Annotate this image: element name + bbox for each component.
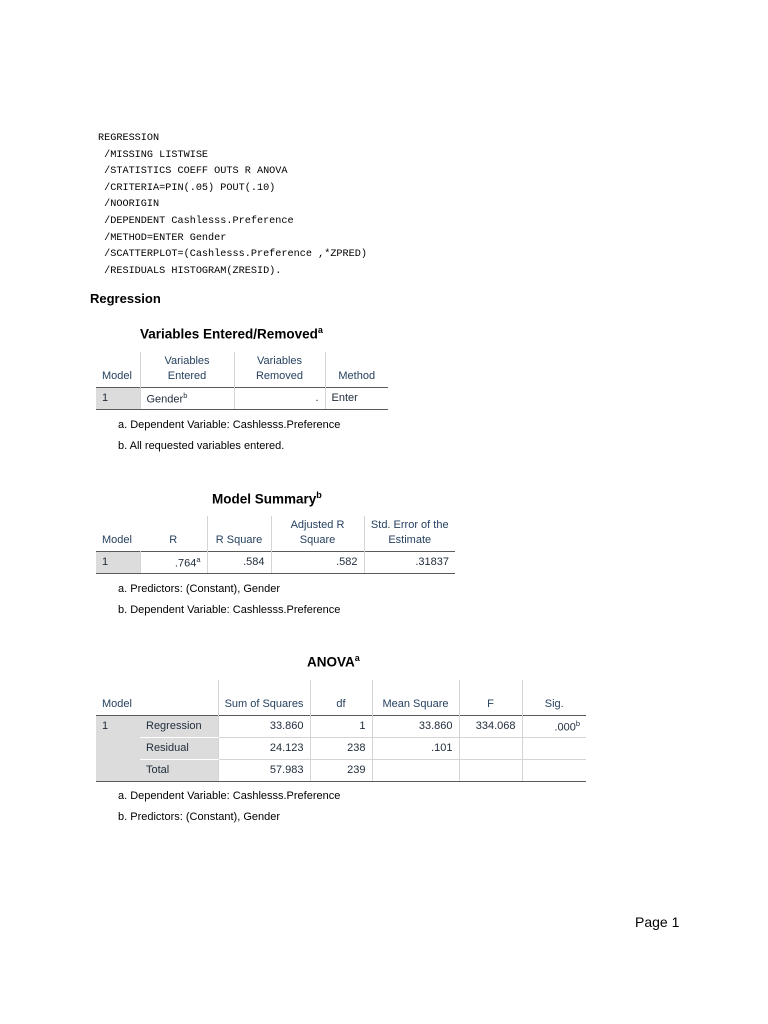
cell-mean-square: .101 <box>372 737 459 759</box>
col-header-df: df <box>310 680 372 715</box>
col-header-sig: Sig. <box>522 680 586 715</box>
cell-df: 1 <box>310 715 372 737</box>
cell-sig <box>522 715 586 737</box>
col-header-entered: Variables Entered <box>140 352 234 387</box>
variables-entered-table <box>96 352 388 410</box>
col-header-model: Model <box>102 697 132 710</box>
col-header-method: Method <box>325 352 388 387</box>
cell-entered-text: Gender <box>146 393 184 406</box>
table-row <box>96 759 586 781</box>
footnote: a. Dependent Variable: Cashlesss.Preference <box>118 419 341 431</box>
cell-sum-of-squares: 33.860 <box>218 715 310 737</box>
model-summary-title-sup: b <box>316 490 322 500</box>
cell-r-sup: a <box>196 554 201 564</box>
footnote: b. All requested variables entered. <box>118 440 285 452</box>
section-heading: Regression <box>90 291 161 306</box>
table-row <box>96 737 586 759</box>
syntax-line: /MISSING LISTWISE <box>98 149 209 161</box>
cell-f: 334.068 <box>459 715 522 737</box>
syntax-line: /DEPENDENT Cashlesss.Preference <box>98 215 294 227</box>
variables-table-title <box>140 325 323 342</box>
row-label: Total <box>140 759 218 781</box>
model-summary-title-text: Model Summary <box>212 491 317 507</box>
table-row <box>96 387 388 409</box>
model-summary-table <box>96 516 455 574</box>
cell-mean-square <box>372 759 459 781</box>
anova-table <box>96 680 586 782</box>
col-header-f: F <box>459 680 522 715</box>
cell-mean-square: 33.860 <box>372 715 459 737</box>
footnote: b. Predictors: (Constant), Gender <box>118 811 281 823</box>
row-label: Residual <box>140 737 218 759</box>
footnote: a. Predictors: (Constant), Gender <box>118 583 281 595</box>
variables-title-text: Variables Entered/Removed <box>140 326 318 342</box>
cell-r-square: .584 <box>207 551 271 573</box>
cell-sig-text: .000 <box>554 721 576 734</box>
col-header-mean-square: Mean Square <box>372 680 459 715</box>
cell-entered-sup: b <box>183 390 188 400</box>
row-model: 1 <box>96 551 140 573</box>
cell-removed: . <box>234 387 325 409</box>
syntax-line: /METHOD=ENTER Gender <box>98 232 227 244</box>
footnote: b. Dependent Variable: Cashlesss.Preference <box>118 604 341 616</box>
col-header-model: Model <box>102 533 132 546</box>
col-header-sum-of-squares: Sum of Squares <box>218 680 310 715</box>
cell-sig <box>522 737 586 759</box>
anova-title-sup: a <box>354 653 360 663</box>
syntax-line: /CRITERIA=PIN(.05) POUT(.10) <box>98 182 276 194</box>
row-label: Regression <box>140 715 218 737</box>
syntax-line: /NOORIGIN <box>98 199 160 211</box>
syntax-line: /SCATTERPLOT=(Cashlesss.Preference ,*ZPRED) <box>98 249 367 261</box>
syntax-line: /STATISTICS COEFF OUTS R ANOVA <box>98 166 288 178</box>
regression-syntax <box>98 131 367 280</box>
anova-title <box>307 653 360 670</box>
cell-r <box>140 551 207 573</box>
row-model: 1 <box>96 387 140 409</box>
cell-sum-of-squares: 24.123 <box>218 737 310 759</box>
col-header-removed: Variables Removed <box>234 352 325 387</box>
footnote: a. Dependent Variable: Cashlesss.Preference <box>118 790 341 802</box>
cell-r-text: .764 <box>174 557 197 570</box>
cell-sig-sup: b <box>575 718 580 728</box>
variables-title-sup: a <box>317 325 323 335</box>
col-header-r-square: R Square <box>207 516 271 551</box>
col-header-r: R <box>169 533 178 546</box>
anova-title-text: ANOVA <box>307 654 355 670</box>
col-header-std-error: Std. Error of the Estimate <box>364 516 455 551</box>
syntax-line: REGRESSION <box>98 133 160 144</box>
table-row <box>96 551 455 573</box>
cell-f <box>459 759 522 781</box>
cell-method: Enter <box>325 387 388 409</box>
cell-entered <box>140 387 234 409</box>
col-header-adj-r-square: Adjusted R Square <box>271 516 364 551</box>
cell-sum-of-squares: 57.983 <box>218 759 310 781</box>
cell-std-error: .31837 <box>364 551 455 573</box>
cell-f <box>459 737 522 759</box>
col-header-model: Model <box>102 369 132 382</box>
model-summary-title <box>212 490 322 507</box>
page-number: Page 1 <box>635 914 680 930</box>
cell-sig <box>522 759 586 781</box>
row-model: 1 <box>96 715 140 781</box>
cell-adj-r-square: .582 <box>271 551 364 573</box>
col-header-blank <box>140 680 218 715</box>
table-row <box>96 715 586 737</box>
cell-df: 239 <box>310 759 372 781</box>
syntax-line: /RESIDUALS HISTOGRAM(ZRESID). <box>98 265 282 277</box>
cell-df: 238 <box>310 737 372 759</box>
